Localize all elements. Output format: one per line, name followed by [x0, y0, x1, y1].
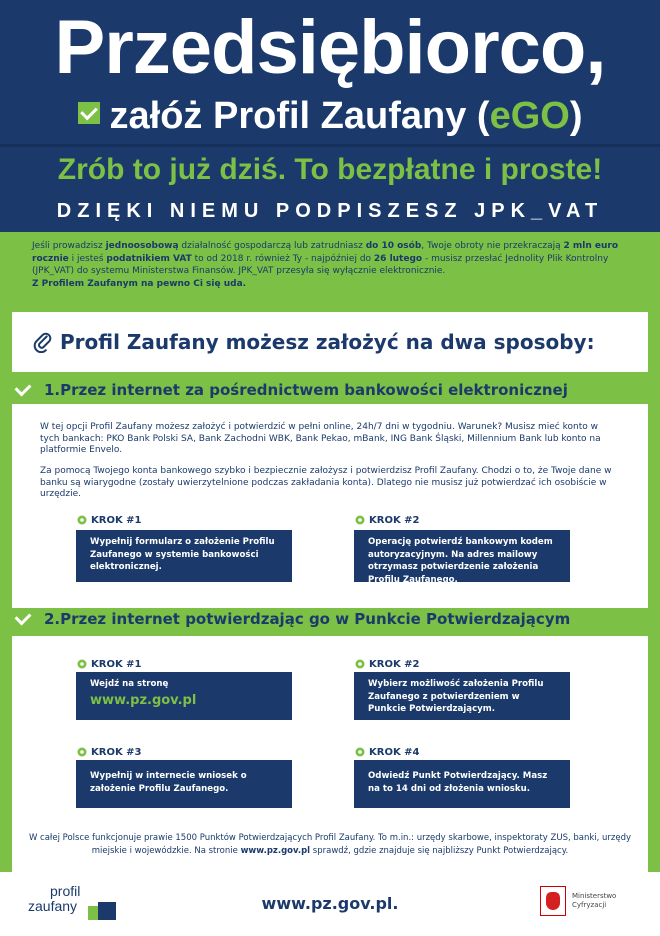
header-banner	[0, 0, 660, 232]
step-label: KROK #4	[354, 746, 420, 758]
page-title: Przedsiębiorco,	[54, 5, 606, 90]
step-label: KROK #3	[76, 746, 142, 758]
footer	[0, 872, 660, 936]
gear-icon	[354, 658, 366, 670]
step-label: KROK #1	[76, 658, 142, 670]
header-divider	[0, 144, 660, 147]
main-heading: Profil Zaufany możesz założyć na dwa sposoby:	[12, 312, 648, 372]
section1-panel	[12, 404, 648, 608]
step-label: KROK #2	[354, 514, 420, 526]
note-url[interactable]: www.pz.gov.pl	[240, 845, 311, 856]
profil-zaufany-logo: profil zaufany	[28, 883, 81, 914]
section1-text2: Za pomocą Twojego konta bankowego szybko i bezpiecznie założysz i potwierdzisz Profil Zaufany. Chodzi o to, że Twoje dane w banku są wiarygodne (zostały uwierzytelnione podczas zakładania konta). Dlatego nie musisz już potwierdzać ich osobiście w urzędzie.	[40, 466, 612, 499]
intro-text: Jeśli prowadzisz jednoosobową działalność gospodarczą lub zatrudniasz do 10 osób, Twoje obroty nie przekraczają 2 mln euro rocznie i jesteś podatnikiem VAT to od 2018 r. również Ty - najpóźniej do 26 lutego - musisz przesłać Jednolity Plik Kontrolny (JPK_VAT) do systemu Ministerstwa Finansów. JPK_VAT przesyła się wyłącznie elektronicznie. Z Profilem Zaufanym na pewno Ci się uda.	[32, 241, 619, 289]
jpk-line: DZIĘKI NIEMU PODPISZESZ JPK_VAT	[56, 200, 604, 222]
step-label: KROK #1	[76, 514, 142, 526]
checkmark-icon	[15, 380, 32, 397]
intro-closing: Z Profilem Zaufanym na pewno Ci się uda.	[32, 278, 247, 289]
gear-icon	[354, 746, 366, 758]
step-box: Odwiedź Punkt Potwierdzający. Masz na to 14 dni od złożenia wniosku.	[354, 760, 570, 808]
ministry-logo: Ministerstwo Cyfryzacji	[540, 886, 632, 916]
paperclip-icon	[32, 331, 54, 353]
step-box: Wypełnij w internecie wniosek o założenie Profilu Zaufanego.	[76, 760, 292, 808]
step-label: KROK #2	[354, 658, 420, 670]
bottom-note: W całej Polsce funkcjonuje prawie 1500 Punktów Potwierdzających Profil Zaufany. To m.in.: urzędy skarbowe, inspektoraty ZUS, banki, urzędy miejskie i wojewódzkie. Na stronie www.pz.gov.pl sprawdź, gdzie znajduje się najbliższy Punkt Potwierdzający.	[28, 833, 632, 856]
footer-url[interactable]: www.pz.gov.pl.	[261, 894, 399, 913]
gear-icon	[76, 514, 88, 526]
step-box: Wypełnij formularz o założenie Profilu Zaufanego w systemie bankowości elektronicznej.	[76, 530, 292, 582]
gear-icon	[354, 514, 366, 526]
step-box: Wybierz możliwość założenia Profilu Zaufanego z potwierdzeniem w Punkcie Potwierdzającym.	[354, 672, 570, 720]
gear-icon	[76, 658, 88, 670]
page-subtitle: załóż Profil Zaufany (eGO)	[0, 94, 660, 138]
section1-title: 1.Przez internet za pośrednictwem bankowości elektronicznej	[10, 377, 650, 403]
checkmark-icon	[78, 102, 100, 124]
step-url[interactable]: www.pz.gov.pl	[90, 692, 197, 708]
step-box: Operację potwierdź bankowym kodem autoryzacyjnym. Na adres mailowy otrzymasz potwierdzenie założenia Profilu Zaufanego.	[354, 530, 570, 582]
tagline: Zrób to już dziś. To bezpłatne i proste!	[57, 153, 603, 186]
step-box: Wejdź na stronę www.pz.gov.pl	[76, 672, 292, 720]
checkmark-icon	[15, 609, 32, 626]
section2-title: 2.Przez internet potwierdzając go w Punkcie Potwierdzającym	[10, 606, 650, 632]
main-heading-panel	[12, 312, 648, 372]
eagle-emblem-icon	[540, 886, 566, 916]
section1-text1: W tej opcji Profil Zaufany możesz założyć i potwierdzić w pełni online, 24h/7 dni w tygodniu. Warunek? Musisz mieć konto w tych bankach: PKO Bank Polski SA, Bank Zachodni WBK, Bank Pekao, mBank, ING Bank Śląski, Millennium Bank lub konto na platformie Envelo.	[40, 422, 601, 455]
gear-icon	[76, 746, 88, 758]
